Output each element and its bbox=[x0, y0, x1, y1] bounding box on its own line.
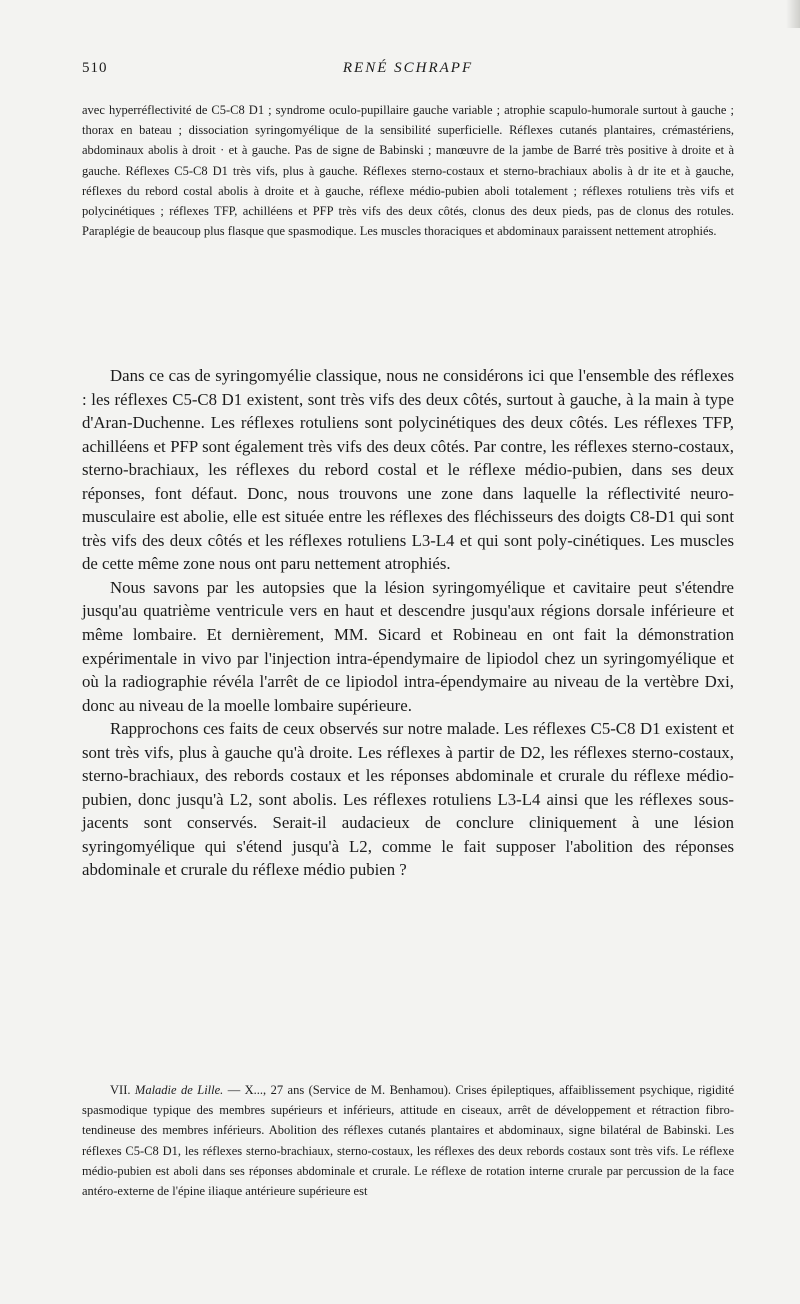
running-head: RENÉ SCHRAPF bbox=[342, 60, 474, 76]
discussion bbox=[82, 364, 734, 882]
case-vii-number: VII. bbox=[110, 1083, 131, 1097]
case-vii-text: — X..., 27 ans (Service de M. Benhamou). Crises épileptiques, affaiblissement psychique, rigidité spasmodique typique des membres supérieurs et inférieurs, attitude en ciseaux, arrêt de développement et rétraction fibro-tendineuse des membres inférieurs. Abolition des réflexes cutanés plantaires et abdominaux, signe bilatéral de Babinski. Les réflexes C5-C8 D1, les réflexes sterno-brachiaux, sterno-costaux, les réflexes des deux rebords costaux sont très vifs. Le réflexe médio-pubien est aboli dans ses réponses abdominale et crurale. Le réflexe de rotation interne crurale par percussion de la face antéro-externe de l'épine iliaque antérieure supérieure est bbox=[82, 1083, 735, 1199]
discussion-paragraph-3: Rapprochons ces faits de ceux observés sur notre malade. Les réflexes C5-C8 D1 existent et sont très vifs, plus à gauche qu'à droite. Les réflexes à partir de D2, les réflexes sterno-costaux, sterno-brachiaux, des rebords costaux et les réponses abdominale et crurale du réflexe médio-pubien, donc jusqu'à L2, sont abolis. Les réflexes rotuliens L3-L4 ainsi que les réflexes sous-jacents sont conservés. Serait-il audacieux de conclure cliniquement à une lésion syringomyélique qui s'étend jusqu'à L2, comme le fait supposer l'abolition des réponses abdominale et crurale du réflexe médio pubien ? bbox=[82, 719, 734, 880]
case-vii-title: Maladie de Lille. bbox=[134, 1083, 224, 1097]
case-vii-paragraph bbox=[82, 1080, 734, 1201]
scan-edge-mark bbox=[786, 0, 800, 28]
case-vii bbox=[82, 1080, 734, 1201]
case-continuation-text: avec hyperréflectivité de C5-C8 D1 ; syndrome oculo-pupillaire gauche variable ; atrophie scapulo-humorale surtout à gauche ; thorax en bateau ; dissociation syringomyélique de la sensibilité superficielle. Réflexes cutanés plantaires, crémastériens, abdominaux abolis à droit · et à gauche. Pas de signe de Babinski ; manœuvre de la jambe de Barré très positive à droite et à gauche. Réflexes C5-C8 D1 très vifs, plus à gauche. Réflexes sterno-costaux et sterno-brachiaux abolis à dr ite et à gauche, réflexes du rebord costal abolis à droite et à gauche, réflexe médio-pubien aboli totalement ; réflexes rotuliens très vifs et polycinétiques ; réflexes TFP, achilléens et PFP très vifs des deux côtés, clonus des deux pieds, pas de clonus des rotules. Paraplégie de beaucoup plus flasque que spasmodique. Les muscles thoraciques et abdominaux paraissent nettement atrophiés. bbox=[82, 103, 734, 239]
page-header bbox=[82, 60, 734, 86]
discussion-paragraph-2: Nous savons par les autopsies que la lésion syringomyélique et cavitaire peut s'étendre jusqu'au quatrième ventricule vers en haut et descendre jusqu'aux régions dorsale inférieure et même lombaire. Et dernièrement, MM. Sicard et Robineau en ont fait la démonstration expérimentale in vivo par l'injection intra-épendymaire de lipiodol chez un syringomyélique et où la radiographie révéla l'arrêt de ce lipiodol intra-épendymaire au niveau de la vertèbre Dxi, donc au niveau de la moelle lombaire supérieure. bbox=[82, 577, 734, 715]
discussion-paragraph-1: Dans ce cas de syringomyélie classique, nous ne considérons ici que l'ensemble des réflexes : les réflexes C5-C8 D1 existent, sont très vifs des deux côtés, surtout à gauche, à la main à type d'Aran-Duchenne. Les réflexes rotuliens sont polycinétiques des deux côtés. Les réflexes TFP, achilléens et PFP sont également très vifs des deux côtés. Par contre, les réflexes sterno-costaux, sterno-brachiaux, les réflexes du rebord costal et le réflexe médio-pubien, dans ses deux réponses, font défaut. Donc, nous trouvons une zone dans laquelle la réflectivité neuro-musculaire est abolie, elle est située entre les réflexes des fléchisseurs des doigts C8-D1 qui sont très vifs des deux côtés et les réflexes rotuliens L3-L4 et qui sont poly-cinétiques. Les muscles de cette même zone nous ont paru nettement atrophiés. bbox=[82, 366, 734, 574]
page-number: 510 bbox=[82, 60, 108, 76]
case-continuation bbox=[82, 100, 734, 241]
